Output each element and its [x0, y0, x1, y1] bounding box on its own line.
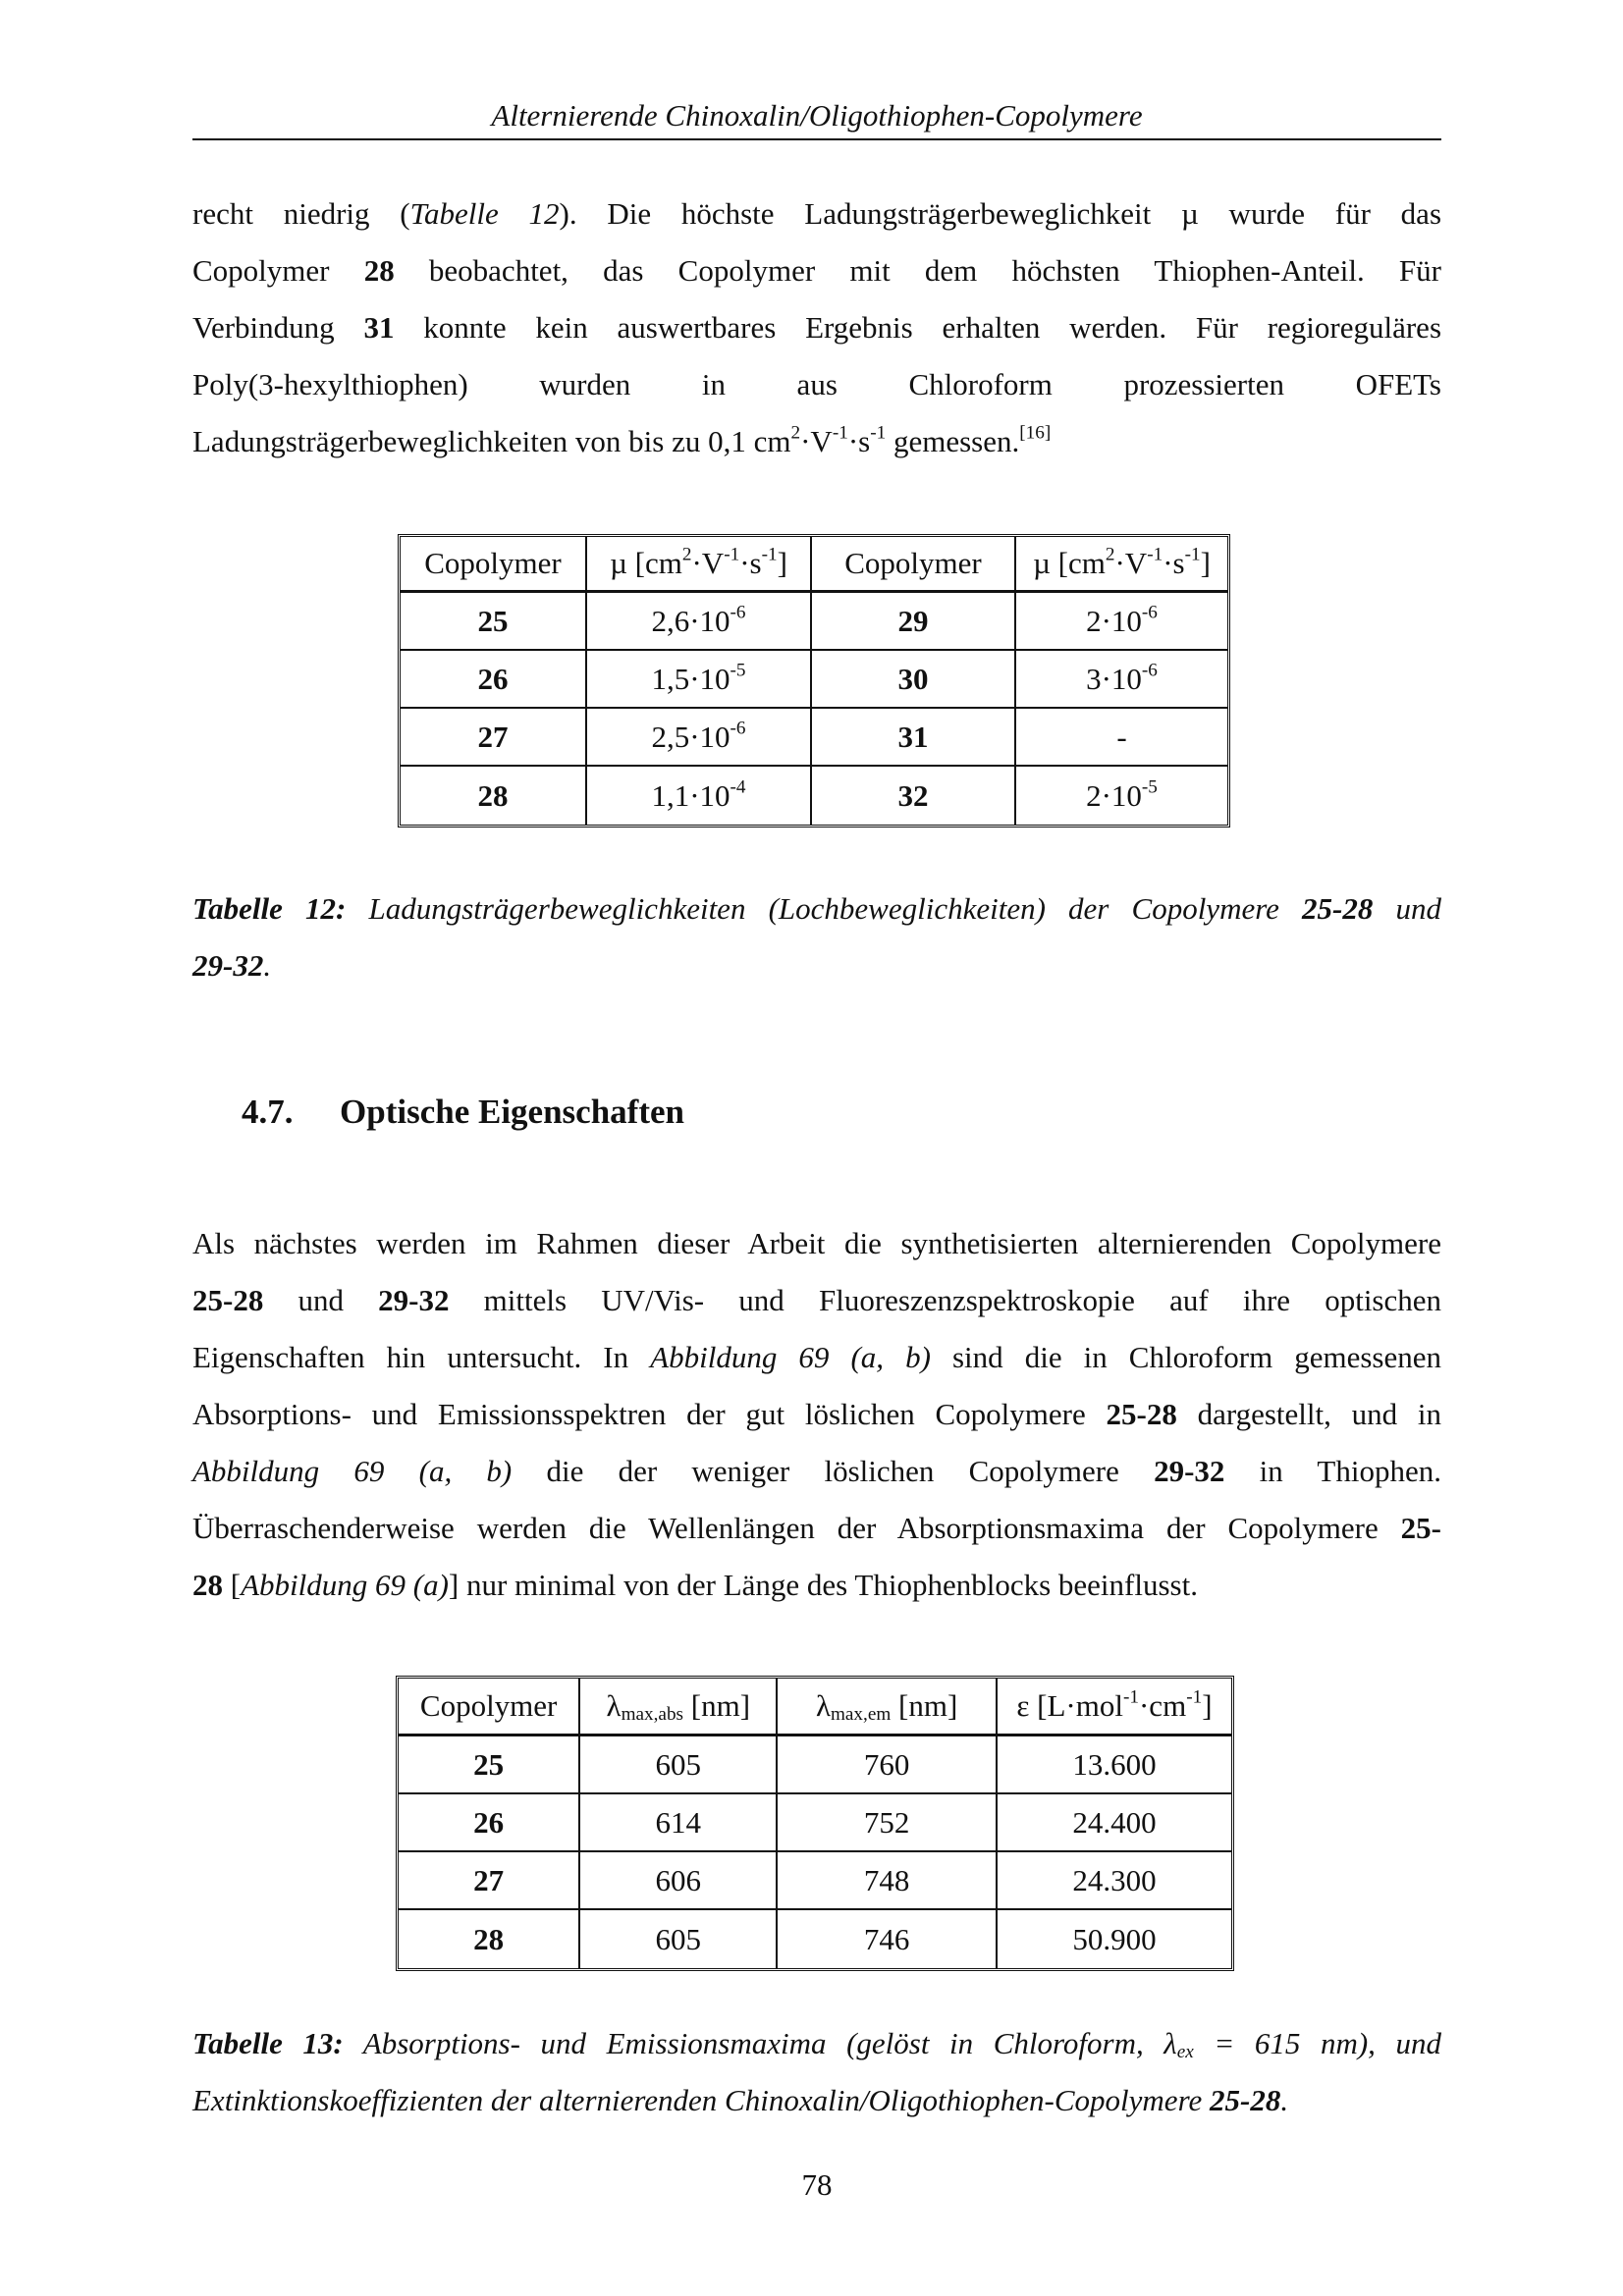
header-rule	[192, 138, 1441, 140]
table-13-caption: Tabelle 13: Absorptions- und Emissionsmaxima (gelöst in Chloroform, $\lambda_{ex} = 615$ nm), und Extinktionskoeffizienten der alternierenden Chinoxalin/Oligothiophen-Copolymere 25-28.	[192, 2026, 1441, 2117]
table-header-row	[401, 537, 1227, 593]
page-number: 78	[801, 2167, 833, 2202]
text-line: Poly(3-hexylthiophen) wurden in aus Chloroform prozessierten OFETs	[192, 367, 1441, 401]
column-header: ε $[L\cdot mol^{-1}\cdot cm^{-1}]$	[998, 1679, 1231, 1736]
table-row: 25 $2,6\cdot 10^{-6}$ 29 $2\cdot 10^{-6}$	[401, 593, 1227, 651]
table-row: 26 614 752 24.400	[399, 1794, 1231, 1852]
column-header: µ $[cm^2\cdot V^{-1}\cdot s^{-1}]$	[587, 537, 812, 593]
table-13-optical	[396, 1676, 1234, 1971]
text-line: Überraschenderweise werden die Wellenlängen der Absorptionsmaxima der Copolymere 25-	[192, 1511, 1441, 1545]
column-header: $\lambda_{max,em}$ [nm]	[778, 1679, 998, 1736]
column-header: Copolymer	[399, 1679, 580, 1736]
compound-number: 31	[363, 310, 395, 345]
text-line: recht niedrig (Tabelle 12). Die höchste Ladungsträgerbeweglichkeit µ wurde für das	[192, 196, 1442, 231]
column-header: Copolymer	[401, 537, 587, 593]
caption-label: Tabelle 12:	[192, 891, 347, 926]
text-line: Abbildung 69 (a, b) die der weniger löslichen Copolymere 29-32 in Thiophen.	[192, 1454, 1441, 1488]
text-line: Ladungsträgerbeweglichkeiten von bis zu 0,1 $cm^2\cdot V^{-1}\cdot s^{-1}$ gemessen.[16]	[192, 422, 1052, 458]
citation: [16]	[1019, 422, 1052, 444]
paragraph-mobility	[192, 186, 1441, 470]
text-line: 25-28 und 29-32 mittels UV/Vis- und Fluoreszenzspektroskopie auf ihre optischen	[192, 1283, 1442, 1317]
text-line: Als nächstes werden im Rahmen dieser Arbeit die synthetisierten alternierenden Copolymere	[192, 1226, 1441, 1260]
caption-label: Tabelle 13:	[192, 2026, 344, 2060]
text-line: Copolymer 28 beobachtet, das Copolymer mit dem höchsten Thiophen-Anteil. Für	[192, 253, 1441, 288]
section-number: 4.7.	[242, 1093, 294, 1131]
table-row: 26 $1,5\cdot 10^{-5}$ 30 $3\cdot 10^{-6}$	[401, 651, 1227, 709]
table-row: 27 $2,5\cdot 10^{-6}$ 31 -	[401, 709, 1227, 767]
text-line: Eigenschaften hin untersucht. In Abbildung 69 (a, b) sind die in Chloroform gemessenen	[192, 1340, 1442, 1374]
table-header-row	[399, 1679, 1231, 1736]
table-12-mobility	[398, 534, 1230, 828]
table-reference: Tabelle 12	[409, 196, 560, 231]
section-title: Optische Eigenschaften	[340, 1093, 684, 1131]
running-header: Alternierende Chinoxalin/Oligothiophen-Copolymere	[491, 98, 1143, 133]
table-row: 27 606 748 24.300	[399, 1852, 1231, 1910]
text-line: Absorptions- und Emissionsspektren der gut löslichen Copolymere 25-28 dargestellt, und in	[192, 1397, 1442, 1431]
text-line: Verbindung 31 konnte kein auswertbares Ergebnis erhalten werden. Für regioreguläres	[192, 310, 1442, 345]
table-row: 28 $1,1\cdot 10^{-4}$ 32 $2\cdot 10^{-5}$	[401, 767, 1227, 825]
compound-number: 28	[363, 253, 395, 288]
table-row: 28 605 746 50.900	[399, 1910, 1231, 1968]
column-header: µ $[cm^2\cdot V^{-1}\cdot s^{-1}]$	[1016, 537, 1227, 593]
section-heading	[242, 1090, 684, 1135]
column-header: Copolymer	[812, 537, 1016, 593]
figure-reference: Abbildung 69 (a)	[241, 1568, 449, 1602]
column-header: $\lambda_{max,abs}$ [nm]	[580, 1679, 778, 1736]
table-row: 25 605 760 13.600	[399, 1736, 1231, 1794]
figure-reference: Abbildung 69 (a, b)	[650, 1340, 931, 1374]
figure-reference: Abbildung 69 (a, b)	[192, 1454, 513, 1488]
paragraph-optical	[192, 1215, 1441, 1614]
text-line: 28 [Abbildung 69 (a)] nur minimal von der Länge des Thiophenblocks beeinflusst.	[192, 1568, 1198, 1602]
table-12-caption: Tabelle 12: Ladungsträgerbeweglichkeiten (Lochbeweglichkeiten) der Copolymere 25-28 und 29-32.	[192, 891, 1441, 983]
